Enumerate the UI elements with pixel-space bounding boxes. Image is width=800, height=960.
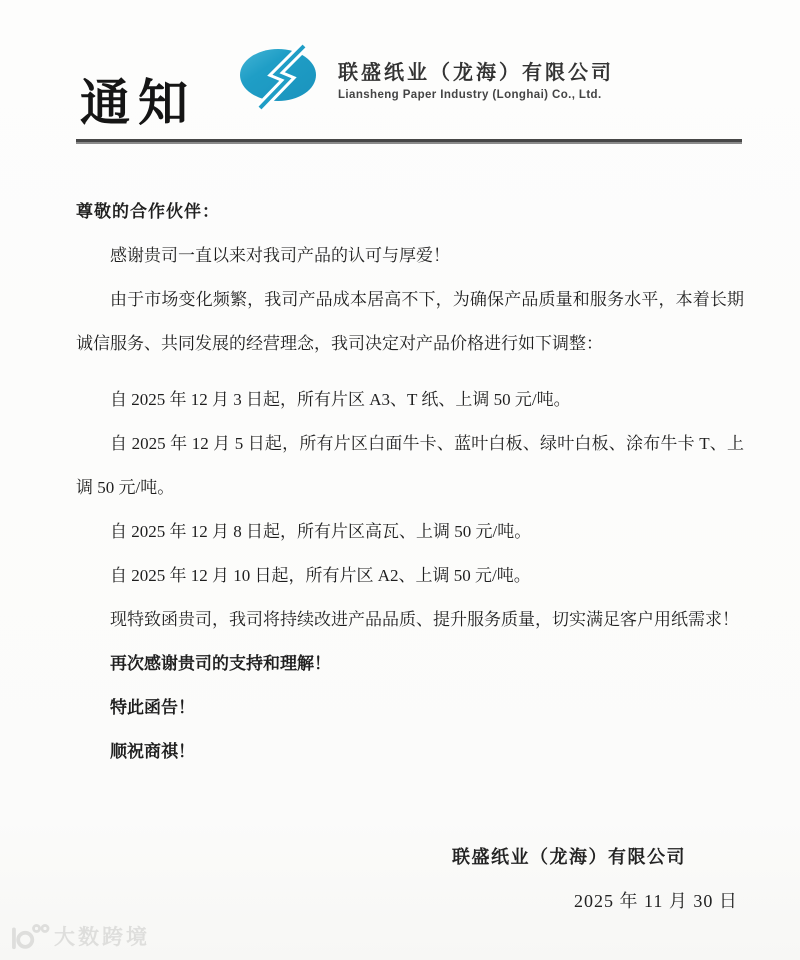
company-name-cn: 联盛纸业（龙海）有限公司 (338, 62, 614, 84)
page-title: 通知 (80, 75, 196, 131)
signature-date: 2025 年 11 月 30 日 (574, 891, 738, 911)
header-divider-line (76, 139, 742, 144)
paragraph-adjust-dec10: 自 2025 年 12 月 10 日起，所有片区 A2、上调 50 元/吨。 (110, 566, 531, 585)
paragraph-adjust-dec8: 自 2025 年 12 月 8 日起，所有片区高瓦、上调 50 元/吨。 (110, 522, 532, 541)
paragraph-commitment: 现特致函贵司，我司将持续改进产品品质、提升服务质量，切实满足客户用纸需求！ (110, 610, 739, 629)
paragraph-adjust-dec5: 自 2025 年 12 月 5 日起，所有片区白面牛卡、蓝叶白板、绿叶白板、涂布牛卡 T、上调 50 元/吨。 (76, 434, 744, 497)
paragraph-thanks-again: 再次感谢贵司的支持和理解！ (110, 654, 331, 673)
company-brand (238, 44, 614, 110)
paragraph-adjust-dec3: 自 2025 年 12 月 3 日起，所有片区 A3、T 纸、上调 50 元/吨。 (110, 390, 571, 409)
company-names (338, 44, 614, 101)
paragraph-thanks: 感谢贵司一直以来对我司产品的认可与厚爱！ (110, 246, 450, 265)
paragraph-hereby-notify: 特此函告！ (110, 698, 195, 717)
company-logo-icon (238, 44, 326, 110)
salutation: 尊敬的合作伙伴： (76, 202, 220, 221)
signature-company: 联盛纸业（龙海）有限公司 (452, 847, 686, 867)
watermark-text: 大数跨境 (54, 926, 150, 949)
paragraph-best-wishes: 顺祝商祺！ (110, 742, 195, 761)
company-name-en: Liansheng Paper Industry (Longhai) Co., Ltd. (338, 89, 602, 101)
watermark (8, 920, 150, 952)
paragraph-reason: 由于市场变化频繁，我司产品成本居高不下，为确保产品质量和服务水平，本着长期诚信服务、共同发展的经营理念，我司决定对产品价格进行如下调整： (76, 290, 744, 353)
letter-body (76, 190, 744, 774)
watermark-logo-icon (8, 920, 50, 952)
